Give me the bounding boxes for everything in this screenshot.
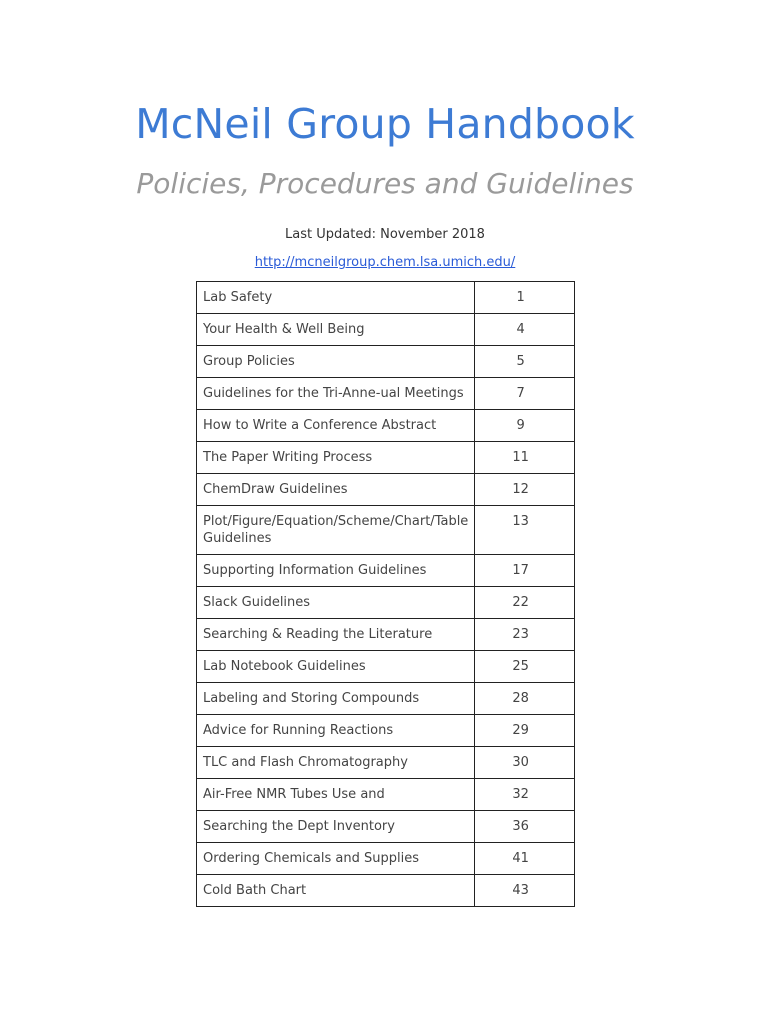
toc-row [197,506,575,555]
toc-entry-page: 4 [475,314,575,346]
table-of-contents [196,281,575,907]
toc-entry-page: 30 [475,747,575,779]
toc-row [197,555,575,587]
toc-row [197,843,575,875]
toc-entry-page: 13 [475,506,575,555]
toc-entry-title: Your Health & Well Being [197,314,475,346]
toc-entry-title: Cold Bath Chart [197,875,475,907]
toc-entry-title: Slack Guidelines [197,587,475,619]
toc-entry-title: Air-Free NMR Tubes Use and [197,779,475,811]
toc-row [197,410,575,442]
toc-row [197,619,575,651]
toc-row [197,715,575,747]
toc-row [197,587,575,619]
url-line [0,254,770,272]
toc-entry-title: Ordering Chemicals and Supplies [197,843,475,875]
toc-entry-page: 17 [475,555,575,587]
toc-row [197,875,575,907]
toc-entry-page: 7 [475,378,575,410]
toc-entry-title: Labeling and Storing Compounds [197,683,475,715]
toc-entry-page: 23 [475,619,575,651]
toc-entry-page: 32 [475,779,575,811]
toc-entry-title: ChemDraw Guidelines [197,474,475,506]
toc-entry-page: 9 [475,410,575,442]
last-updated-text: Last Updated: November 2018 [285,227,485,242]
toc-entry-page: 36 [475,811,575,843]
toc-entry-title: The Paper Writing Process [197,442,475,474]
toc-entry-page: 28 [475,683,575,715]
toc-row [197,442,575,474]
toc-entry-page: 22 [475,587,575,619]
group-website-link[interactable]: http://mcneilgroup.chem.lsa.umich.edu/ [254,255,516,270]
toc-entry-title: TLC and Flash Chromatography [197,747,475,779]
toc-entry-title: Supporting Information Guidelines [197,555,475,587]
toc-entry-title: Plot/Figure/Equation/Scheme/Chart/Table Guidelines [197,506,475,555]
toc-entry-page: 25 [475,651,575,683]
toc-entry-page: 12 [475,474,575,506]
toc-row [197,314,575,346]
toc-entry-title: Lab Notebook Guidelines [197,651,475,683]
toc-entry-title: Guidelines for the Tri-Anne-ual Meetings [197,378,475,410]
toc-row [197,651,575,683]
toc-entry-title: Searching the Dept Inventory [197,811,475,843]
toc-row [197,474,575,506]
toc-row [197,378,575,410]
toc-row [197,779,575,811]
toc-entry-page: 11 [475,442,575,474]
toc-entry-title: Searching & Reading the Literature [197,619,475,651]
toc-row [197,683,575,715]
toc-entry-title: How to Write a Conference Abstract [197,410,475,442]
toc-entry-title: Lab Safety [197,282,475,314]
toc-row [197,282,575,314]
toc-entry-title: Group Policies [197,346,475,378]
toc-entry-page: 29 [475,715,575,747]
document-subtitle: Policies, Procedures and Guidelines [136,167,634,200]
toc-row [197,346,575,378]
toc-entry-page: 5 [475,346,575,378]
toc-entry-page: 43 [475,875,575,907]
toc-row [197,747,575,779]
toc-entry-page: 41 [475,843,575,875]
toc-entry-title: Advice for Running Reactions [197,715,475,747]
toc-row [197,811,575,843]
document-title: McNeil Group Handbook [135,100,635,148]
toc-entry-page: 1 [475,282,575,314]
